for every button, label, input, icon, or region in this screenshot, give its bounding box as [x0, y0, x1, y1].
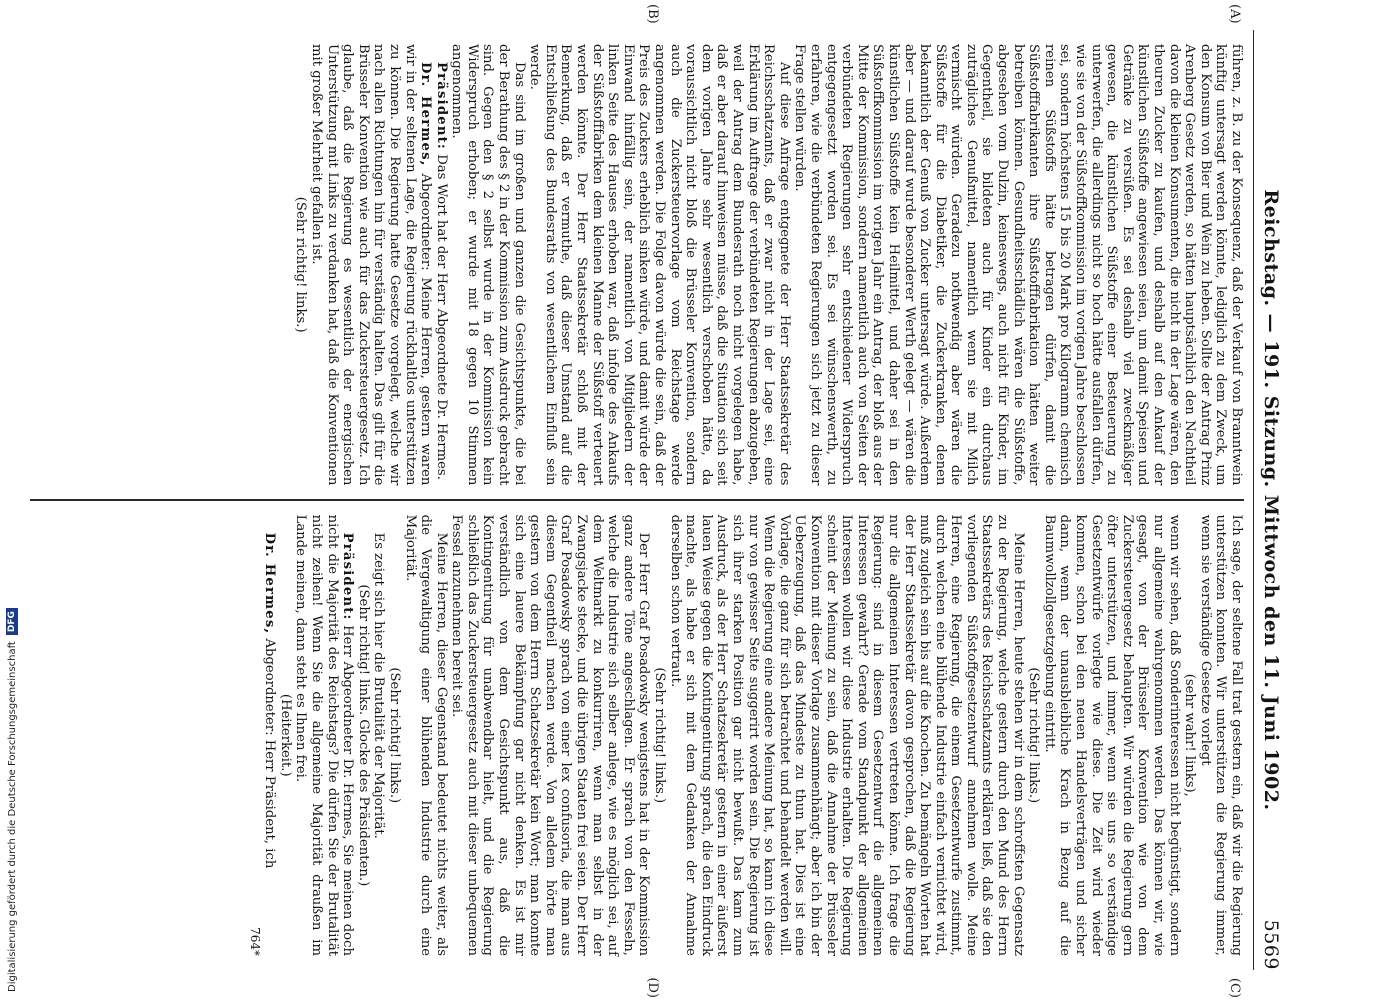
interjection: (Sehr richtig! links.): [1026, 667, 1042, 804]
page-title: Reichstag. — 191. Sitzung. Mittwoch den 11. Juni 1902.: [1260, 189, 1282, 811]
dfg-logo-icon: DFG: [6, 608, 18, 635]
speaker-name: Dr. Hermes,: [418, 62, 434, 167]
paragraph: Auf diese Anfrage entgegnete der Herr Staatssekretär des Reichsschatzamts, daß er zwar nicht in der Lage sei, eine Erklärung im Auftrage der verbündeten Regierungen abzugeben, weil der Antrag dem Bundesrath noch nicht vorgelegen habe, daß er aber darauf hinweisen müsse, daß die Situation sich seit dem vorigen Jahre sehr wesentlich verschoben hätte, da voraussichtlich nicht bloß die Brüsseler Konvention, sondern auch die Zuckersteuervorlage vom Reichstage werde angenommen werden. Die Folge davon würde die sein, daß der Preis des Zuckers erheblich sinken würde, und damit würde der Einwand hinfällig sein, der namentlich von Mitgliedern der linken Seite des Hauses erhoben war, daß infolge des Ankaufs der Süßstofffabriken dem kleinen Manne der Süßstoff verteuert werden könnte. Der Herr Staatssekretär schloß mit der Bemerkung, daß er vermuthe, daß dieser Umstand auf die Entschließung des Bundesraths von wesentlichem Einfluß sein werde.: [527, 44, 792, 486]
paragraph: Meine Herren, dieser Gegenstand bedeutet nichts weiter, als die Vergewaltigung einer blühenden Industrie durch eine Majorität.: [402, 514, 449, 956]
page-number: 5569: [1260, 919, 1282, 970]
speech-paragraph: [262, 515, 278, 956]
speech-text: Abgeordneter: Meine Herren, gestern waren wir in der seltenen Lage, die Regierung rückhaltlos unterstützen zu können. Die Regierung hatte Gesetze vorgelegt, welche wir nach allen Richtungen hin für verständig halten. Das gilt für die Brüsseler Konvention wie auch für das Zuckersteuergesetz. Ich glaube, daß die Regierung es wesentlich der energischen Unterstützung mit Links zu verdanken hat, daß die Konventionen mit großer Mehrheit gefallen ist.: [308, 44, 434, 486]
paragraph: Das sind im großen und ganzen die Gesichtspunkte, die bei der Berathung des § 2 in der Kommission zum Ausdruck gebracht sind. Gegen den § 2 selbst wurde in der Kommission kein Widerspruch erhoben; er wurde mit 18 gegen 10 Stimmen angenommen.: [449, 44, 527, 486]
footer-text: Digitalisierung gefördert durch die Deutsche Forschungsgemeinschaft: [6, 641, 18, 992]
footer-text-wrap: [6, 608, 18, 992]
digitization-footer: [0, 0, 22, 1000]
interjection: (Heiterkeit.): [277, 693, 293, 777]
paragraph: Meine Herren, heute stehen wir in dem schroffsten Gegensatz zu der Regierung, welche gestern durch den Mund des Herrn Staatssekretärs des Reichsschatzamts erklären ließ, daß sie den vorliegenden Süßstoffgesetzentwurf annehmen wolle. Meine Herren, eine Regierung, die einem Gesetzentwurfe zustimmt, durch welchen eine blühende Industrie einfach vernichtet wird, muß zugleich sein bis auf die Knochen. Zu bemängeln Worten hat der Herr Staatssekretär davon gesprochen, daß die Regierung nur die allgemeinen Interessen vertreten könne. Ich frage die Regierung: sind in diesem Gesetzentwurf die allgemeinen Interessen gewahrt? Gerade vom Standpunkt der allgemeinen Interessen wollen wir diese Industrie erhalten. Die Regierung scheint der Meinung zu sein, daß die Annahme der Brüsseler Konvention mit dieser Vorlage zusammenhängt; aber ich bin der Ueberzeugung, daß das Mindeste zu thun hat. Dies ist eine Vorlage, die ganz für sich betrachtet und behandelt werden will. Wenn die Regierung eine andere Meinung hat, so kann ich diese nur von gewisser Seite suggerirt worden sein. Die Regierung ist sich ihrer starken Position gar nicht bewußt. Das kam zum Ausdruck, als der Herr Schatzsekretär gestern in einer äußerst lauen Weise gegen die Kontingentirung sprach, die den Eindruck machte, als habe er sich mit dem Gedanken der Annahme derselben schon vertraut.: [667, 514, 1026, 956]
left-column: [30, 30, 1244, 499]
paragraph: Der Herr Graf Posadowsky wenigstens hat in der Kommission ganz andere Töne angeschlagen. Er sprach von den Fesseln, welche die Industrie sich selber anlege, wie es möglich sei, auf dem Weltmarkt zu konkurriren, wenn man selbst in der Zwangsjacke stecke, und die übrigen Staaten frei seien. Der Herr Graf Posadowsky sprach von einer lex confusoria, die man aus diesem Gegentheil machen werde. Von alledem hörte man gestern von dem Herrn Schatzsekretär kein Wort; man konnte sich eine lauere Bekämpfung gar nicht denken. Es ist mir verständlich von dem Gesichtspunkt aus, daß die Kontingentirung für unabwendbar hielt, und die Regierung schließlich das Zuckersteuergesetz auch mit dieser unbequemen Fessel anzunehmen bereit sei.: [449, 514, 652, 956]
interjection: (Sehr richtig! links.): [386, 667, 402, 804]
speaker-name: Dr. Hermes,: [262, 532, 278, 635]
interjection: (sehr wahr! links),: [1182, 673, 1198, 797]
speaker-name: Präsident:: [433, 62, 449, 151]
interjection: (Sehr richtig! links. Glocke des Präsidenten.): [355, 584, 371, 887]
speech-text: Herr Abgeordneter Dr. Hermes, Sie meinen doch nicht die Majorität des Reichstags? Die dürfen Sie der Brutalität nicht zeihen! Wenn Sie die allgemeine Majorität draußen im Lande meinen, dann steht es Ihnen frei.: [293, 514, 356, 956]
margin-marker-b: (B): [645, 4, 660, 24]
paragraph: Ich sage, der seltene Fall trat gestern ein, daß wir die Regierung unterstützen konnten. Wir unterstützen die Regierung immer, wenn sie verständige Gesetze vorlegt: [1197, 514, 1244, 956]
interjection: (Sehr richtig! links.): [652, 667, 668, 804]
right-column: [30, 501, 1244, 970]
president-remark: [293, 515, 355, 956]
speaker-name: Präsident:: [340, 532, 356, 621]
president-remark: [433, 44, 449, 485]
speech-paragraph: [308, 44, 433, 485]
margin-marker-c: (C): [1227, 977, 1242, 998]
paragraph: wenn wir sehen, daß Sonderinteressen nicht begünstigt, sondern nur allgemeine wahrgenommen werden. Das können wir, wie gesagt, von der Brüsseler Konvention wie von dem Zuckersteuergesetz behaupten. Wir würden die Regierung gern öfter unterstützen, und immer, wenn sie uns so verständige Gesetzentwürfe vorlegte wie diese. Die Zeit wird wieder kommen, schon bei den neuen Handelsverträgen und sicher dann, wenn der unausbleibliche Krach in Bezug auf die Baumwollzollgesetzgebung eintritt.: [1041, 514, 1182, 956]
text-columns: [30, 30, 1244, 970]
speech-text: Abgeordneter: Herr Präsident, ich: [262, 638, 278, 869]
margin-marker-d: (D): [645, 977, 660, 998]
signature-mark: 764*: [247, 927, 262, 956]
margin-marker-a: (A): [1227, 4, 1242, 24]
running-head: [1253, 30, 1284, 970]
speech-text: Das Wort hat der Herr Abgeordnete Dr. Hermes.: [433, 154, 449, 480]
interjection: (Sehr richtig! links.): [293, 196, 309, 333]
paragraph: Es zeigt sich hier die Brutalität der Majorität.: [371, 532, 387, 839]
paragraph: führen, z. B. zu der Konsequenz, daß der Verkauf von Branntwein künftig untersagt werden könnte, lediglich zu dem Zweck, um den Konsum von Bier und Wein zu heben. Sollte der Antrag Prinz Arenberg Gesetz werden, so hätten hauptsächlich den Nachtheil davon die kleinen Konsumenten, die nicht in der Lage wären, den theuren Zucker zu kaufen, und deshalb auf den Ankauf der künstlichen Süßstoffe angewiesen seien, um damit Speisen und Getränke zu versüßen. Es sei deshalb viel zweckmäßiger gewesen, die künstlichen Süßstoffe einer Besteuerung zu unterwerfen, die allerdings nicht so hoch hätte ausfallen dürfen, wie sie von der Süßstoffkommission im vorigen Jahre beschlossen sei, sondern höchstens 15 bis 20 Mark pro Kilogramm chemisch reinen Süßstoffs hätte betragen dürfen, damit die Süßstofffabrikanten ihre Süßstofffabrikation hätten weiter betreiben können. Gesundheitsschädlich wären die Süßstoffe, abgesehen vom Dulzin, keineswegs, auch nicht für Kinder, im Gegentheil, sie bildeten auch für Kinder ein durchaus zuträgliches Genußmittel, namentlich wenn sie mit Milch vermischt würden. Geradezu nothwendig aber wären die Süßstoffe für die Diabetiker, die Zuckerkranken, denen bekanntlich der Genuß von Zucker untersagt würde. Außerdem aber — und darauf wurde besonderer Werth gelegt — wären die künstlichen Süßstoffe kein Heilmittel, und daher sei in den Süßstoffkommission im vorigen Jahr ein Antrag, der bloß aus der Mitte der Kommission, sondern namentlich auch von Seiten der verbündeten Regierungen sehr entschiedener Widerspruch entgegengesetzt worden sei. Es sei wünschenswerth, zu erfahren, wie die verbündeten Regierungen sich jetzt zu dieser Frage stellen würden.: [792, 44, 1244, 486]
